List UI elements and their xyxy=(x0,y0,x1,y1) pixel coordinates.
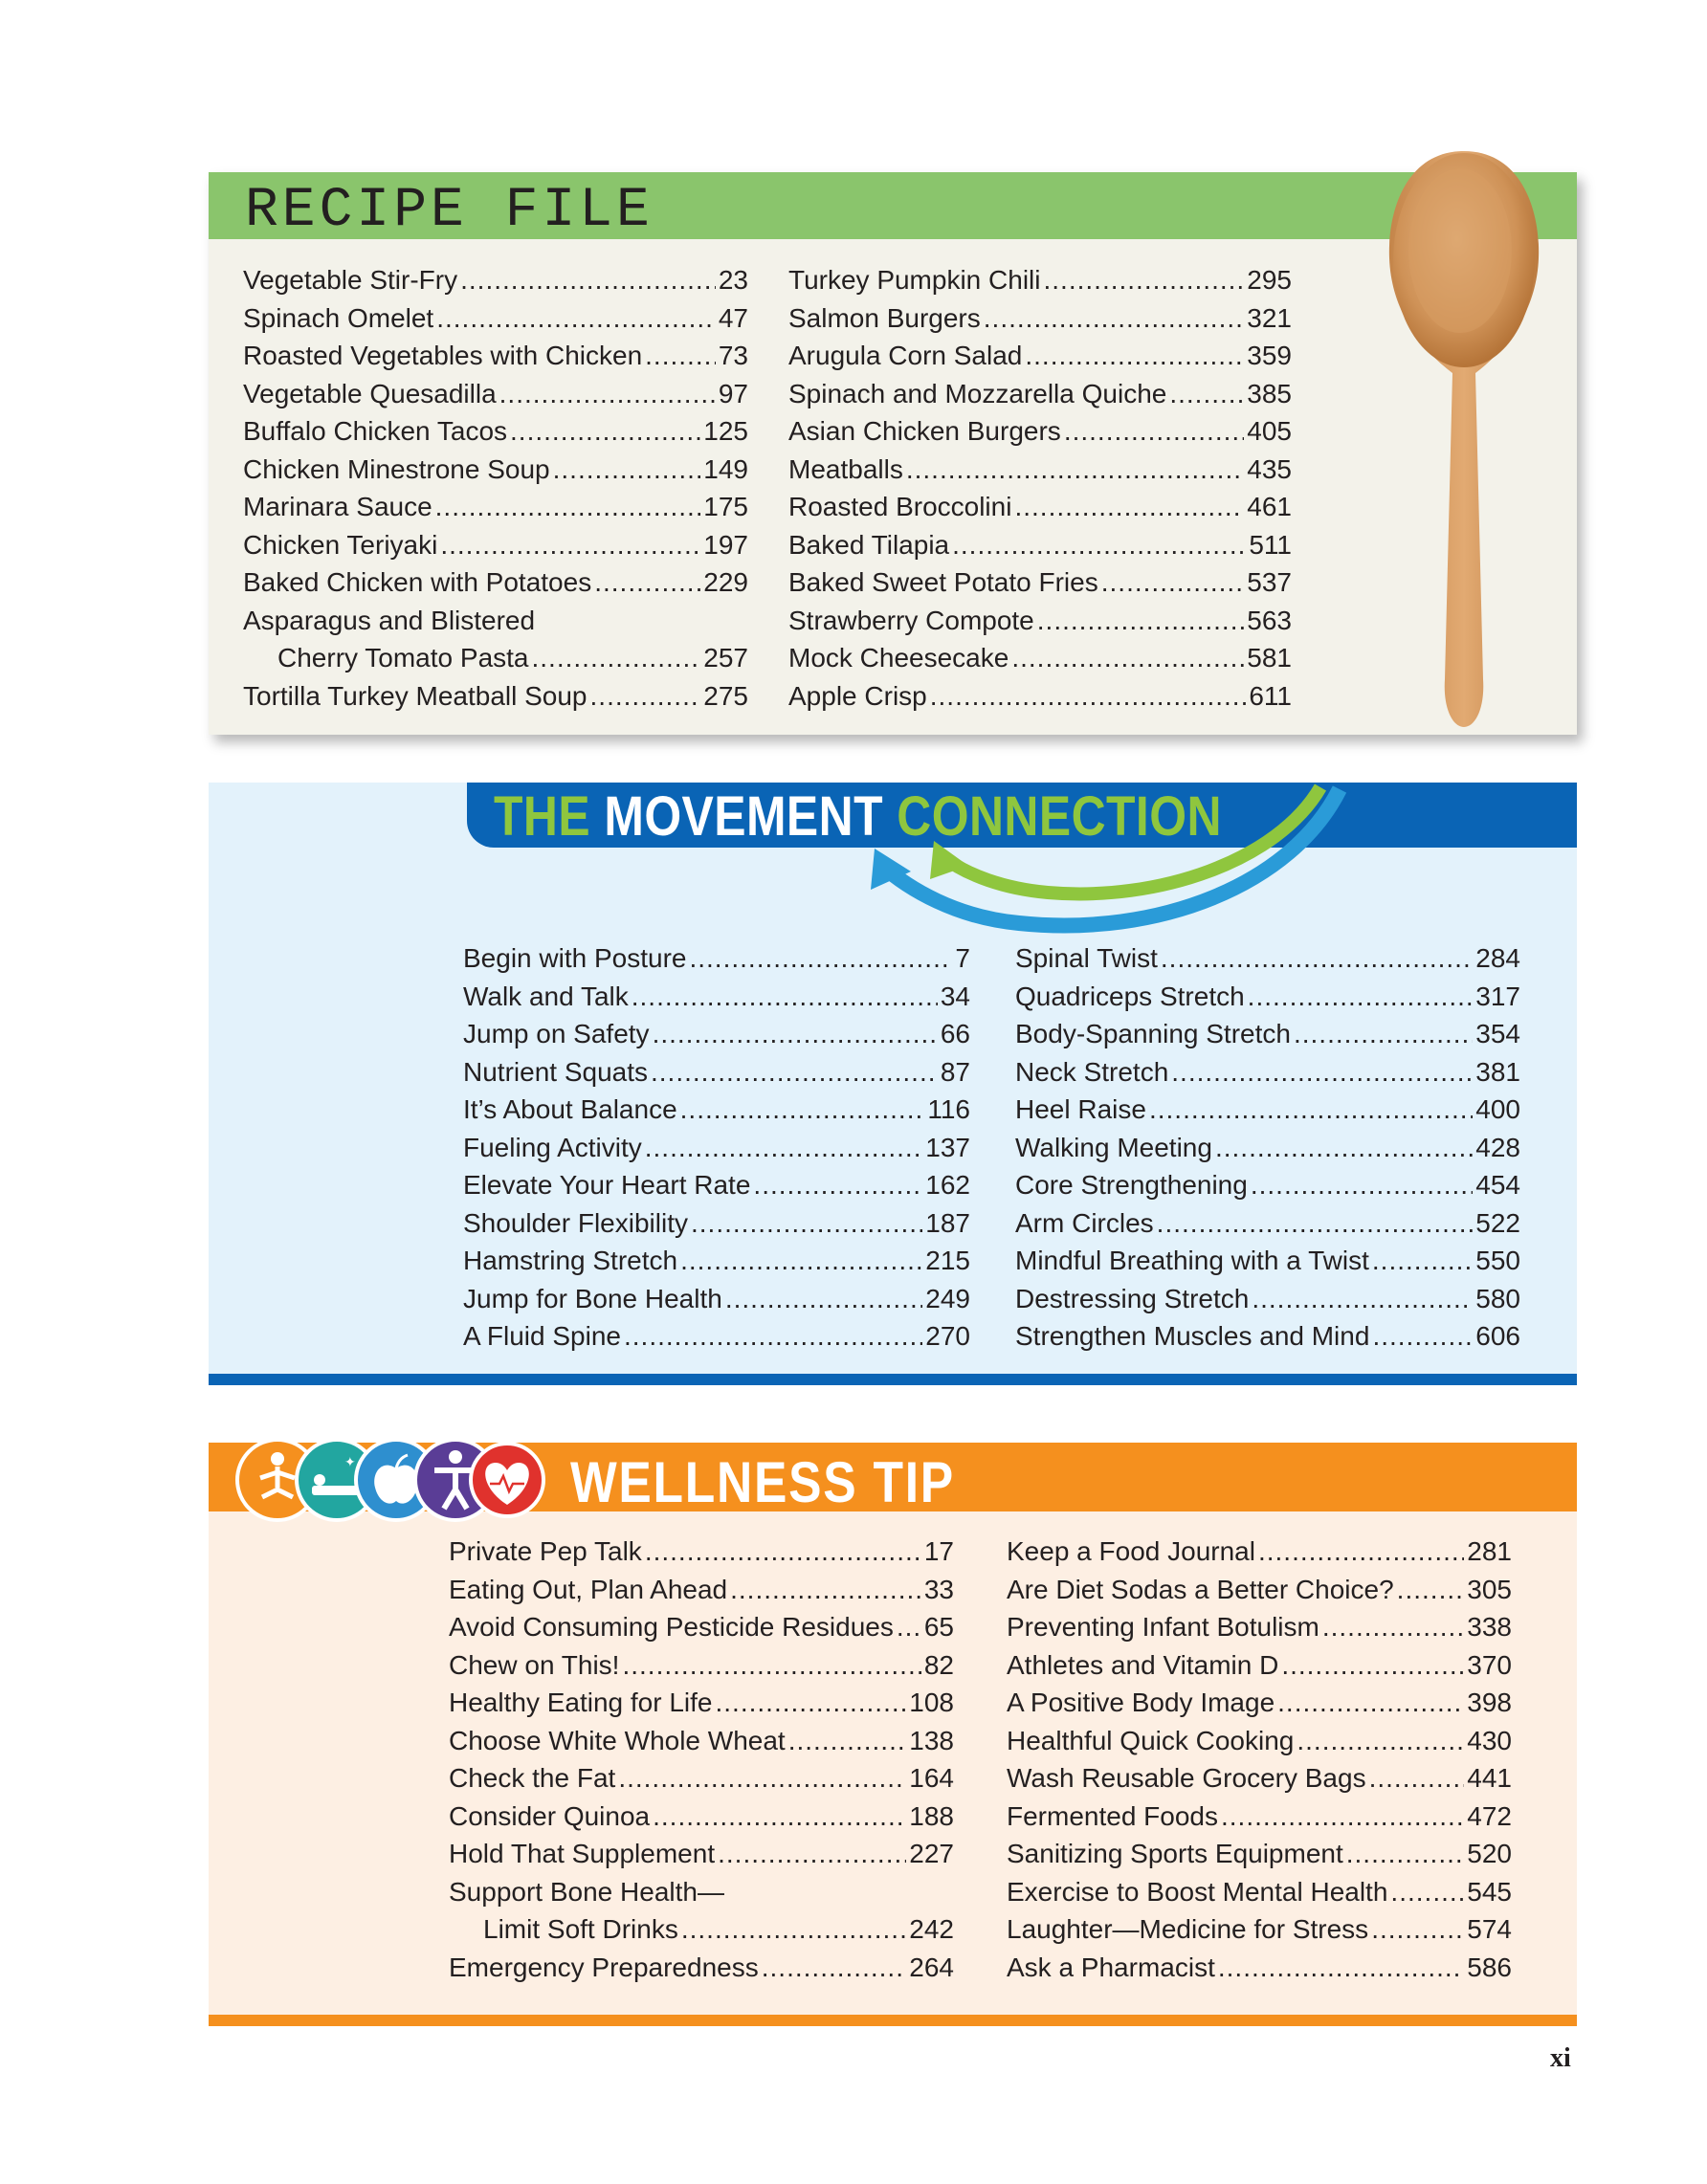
toc-entry-page: 305 xyxy=(1467,1574,1512,1604)
toc-entry xyxy=(243,526,748,564)
toc-entry xyxy=(1007,1571,1512,1609)
leader-dots xyxy=(1169,375,1244,413)
toc-entry-title: It’s About Balance xyxy=(463,1094,677,1124)
toc-entry-page: 137 xyxy=(925,1132,970,1162)
toc-entry-page: 275 xyxy=(703,680,748,711)
leader-dots xyxy=(1372,1242,1473,1280)
toc-entry xyxy=(1007,1722,1512,1760)
toc-entry-page: 606 xyxy=(1475,1321,1520,1351)
toc-entry-page: 563 xyxy=(1247,605,1292,635)
leader-dots xyxy=(645,1533,921,1571)
toc-entry-page: 227 xyxy=(909,1839,954,1868)
movement-connection-bottom-rule xyxy=(209,1374,1577,1385)
toc-entry-page: 295 xyxy=(1247,265,1292,295)
recipe-list-left xyxy=(243,261,748,715)
toc-entry xyxy=(449,1835,954,1873)
toc-entry-page: 370 xyxy=(1467,1649,1512,1680)
toc-entry-page: 33 xyxy=(923,1574,954,1604)
toc-entry-page: 611 xyxy=(1249,680,1292,711)
leader-dots xyxy=(622,1646,920,1685)
toc-entry-page: 23 xyxy=(718,265,748,295)
toc-entry-page: 125 xyxy=(703,416,748,446)
toc-entry xyxy=(788,261,1292,299)
toc-entry-title: Jump for Bone Health xyxy=(463,1283,722,1313)
leader-dots xyxy=(1215,1129,1473,1167)
leader-dots xyxy=(1025,337,1244,375)
toc-entry-page: 321 xyxy=(1247,302,1292,333)
toc-entry-title: Hamstring Stretch xyxy=(463,1246,678,1275)
leader-dots xyxy=(681,1910,906,1949)
toc-entry-title: Are Diet Sodas a Better Choice? xyxy=(1007,1574,1394,1604)
toc-entry xyxy=(449,1759,954,1798)
toc-entry-page: 87 xyxy=(940,1056,970,1087)
toc-entry-title: Shoulder Flexibility xyxy=(463,1207,688,1238)
toc-entry xyxy=(1007,1910,1512,1949)
leader-dots xyxy=(1161,939,1473,978)
leader-dots xyxy=(930,677,1247,716)
toc-entry-page: 34 xyxy=(940,981,970,1011)
toc-entry-title: Chew on This! xyxy=(449,1649,620,1680)
leader-dots xyxy=(1248,978,1474,1016)
toc-entry-title: Fueling Activity xyxy=(463,1132,642,1162)
toc-entry xyxy=(1007,1684,1512,1722)
leader-dots xyxy=(680,1091,925,1129)
toc-entry-title: Avoid Consuming Pesticide Residues xyxy=(449,1612,894,1642)
toc-entry-page: 284 xyxy=(1475,943,1520,973)
toc-entry xyxy=(463,1242,970,1280)
toc-entry-title-continued: Limit Soft Drinks xyxy=(483,1914,678,1944)
toc-entry xyxy=(788,639,1292,677)
toc-entry-title: Asian Chicken Burgers xyxy=(788,416,1061,446)
leader-dots xyxy=(553,451,701,489)
toc-entry-title: Keep a Food Journal xyxy=(1007,1536,1255,1566)
toc-entry xyxy=(1015,1317,1520,1356)
toc-entry-title: Elevate Your Heart Rate xyxy=(463,1170,751,1200)
toc-entry-page: 580 xyxy=(1475,1283,1520,1313)
toc-entry xyxy=(243,412,748,451)
leader-dots xyxy=(435,488,701,526)
toc-entry-page: 472 xyxy=(1467,1800,1512,1831)
toc-entry-title: Roasted Broccolini xyxy=(788,492,1012,521)
toc-entry xyxy=(243,375,748,413)
toc-entry xyxy=(449,1873,954,1949)
toc-entry-page: 264 xyxy=(909,1952,954,1982)
recipe-list-right xyxy=(788,261,1292,715)
toc-entry xyxy=(463,1166,970,1204)
toc-entry-title: Preventing Infant Botulism xyxy=(1007,1612,1319,1642)
toc-entry-title: Core Strengthening xyxy=(1015,1170,1248,1200)
toc-entry xyxy=(449,1798,954,1836)
toc-entry xyxy=(788,337,1292,375)
toc-entry xyxy=(1007,1949,1512,1987)
toc-entry-page: 73 xyxy=(718,341,748,370)
leader-dots xyxy=(499,375,716,413)
toc-entry-title: Spinach Omelet xyxy=(243,302,434,333)
toc-entry-page: 338 xyxy=(1467,1612,1512,1642)
leader-dots xyxy=(689,939,952,978)
toc-entry xyxy=(243,563,748,602)
toc-entry-page: 138 xyxy=(909,1725,954,1755)
toc-entry-page: 461 xyxy=(1247,492,1292,521)
title-word-connection: CONNECTION xyxy=(897,785,1222,848)
toc-entry-title: A Positive Body Image xyxy=(1007,1688,1275,1717)
toc-entry xyxy=(449,1684,954,1722)
leader-dots xyxy=(645,1129,923,1167)
wellness-tip-title: WELLNESS TIP xyxy=(570,1450,955,1514)
toc-entry-page: 428 xyxy=(1475,1132,1520,1162)
toc-entry-title: Wash Reusable Grocery Bags xyxy=(1007,1763,1366,1793)
toc-entry xyxy=(1007,1759,1512,1798)
toc-entry-title: Private Pep Talk xyxy=(449,1536,642,1566)
toc-entry-page: 359 xyxy=(1247,341,1292,370)
leader-dots xyxy=(1294,1015,1473,1053)
leader-dots xyxy=(653,1798,906,1836)
toc-entry-title: Meatballs xyxy=(788,453,903,484)
leader-dots xyxy=(1252,1280,1473,1318)
toc-entry xyxy=(243,451,748,489)
leader-dots xyxy=(510,412,700,451)
leader-dots xyxy=(725,1280,922,1318)
leader-dots xyxy=(762,1949,907,1987)
movement-list-right xyxy=(1015,939,1520,1356)
toc-entry-page: 47 xyxy=(718,302,748,333)
toc-entry-page: 398 xyxy=(1467,1688,1512,1717)
toc-entry xyxy=(1015,1015,1520,1053)
leader-dots xyxy=(1064,412,1244,451)
toc-entry-title: Strawberry Compote xyxy=(788,605,1034,635)
toc-entry xyxy=(1007,1835,1512,1873)
toc-entry xyxy=(463,1091,970,1129)
toc-entry xyxy=(1015,1091,1520,1129)
leader-dots xyxy=(594,563,700,602)
toc-entry xyxy=(1015,1129,1520,1167)
toc-entry xyxy=(1015,939,1520,978)
leader-dots xyxy=(897,1608,921,1646)
leader-dots xyxy=(1277,1684,1464,1722)
toc-entry-title: Jump on Safety xyxy=(463,1019,650,1048)
toc-entry xyxy=(463,978,970,1016)
toc-entry-title: Eating Out, Plan Ahead xyxy=(449,1574,728,1604)
leader-dots xyxy=(460,261,716,299)
toc-entry-page: 581 xyxy=(1247,643,1292,673)
toc-entry-title: Consider Quinoa xyxy=(449,1800,651,1831)
svg-text:✦: ✦ xyxy=(344,1455,356,1470)
wellness-list-right xyxy=(1007,1533,1512,1986)
leader-dots xyxy=(753,1166,922,1204)
toc-entry xyxy=(1007,1798,1512,1836)
toc-entry xyxy=(1007,1873,1512,1911)
leader-dots xyxy=(952,526,1246,564)
toc-entry-page: 249 xyxy=(925,1283,970,1313)
page-number: xi xyxy=(1550,2043,1571,2073)
toc-entry xyxy=(463,939,970,978)
toc-entry-page: 405 xyxy=(1247,416,1292,446)
toc-entry-page: 197 xyxy=(703,529,748,560)
leader-dots xyxy=(984,299,1245,338)
toc-entry xyxy=(449,1571,954,1609)
leader-dots xyxy=(1251,1166,1473,1204)
leader-dots xyxy=(1157,1204,1474,1243)
toc-entry-title: Chicken Minestrone Soup xyxy=(243,453,550,484)
leader-dots xyxy=(788,1722,907,1760)
toc-entry-page: 116 xyxy=(927,1094,970,1124)
toc-entry xyxy=(463,1053,970,1092)
leader-dots xyxy=(1221,1798,1464,1836)
toc-entry-page: 586 xyxy=(1467,1952,1512,1982)
leader-dots xyxy=(653,1015,938,1053)
toc-entry-page: 317 xyxy=(1475,981,1520,1011)
leader-dots xyxy=(1390,1873,1464,1911)
toc-entry-title: Check the Fat xyxy=(449,1763,616,1793)
toc-entry-title: Quadriceps Stretch xyxy=(1015,981,1245,1011)
toc-entry-page: 454 xyxy=(1475,1170,1520,1200)
toc-entry-title: Nutrient Squats xyxy=(463,1056,648,1087)
leader-dots xyxy=(1101,563,1245,602)
leader-dots xyxy=(651,1053,938,1092)
toc-entry-page: 149 xyxy=(703,453,748,484)
toc-entry-page: 545 xyxy=(1467,1876,1512,1907)
toc-entry-page: 229 xyxy=(703,567,748,597)
toc-entry-title: A Fluid Spine xyxy=(463,1321,621,1351)
toc-entry-title: Baked Chicken with Potatoes xyxy=(243,567,592,597)
toc-entry-title: Fermented Foods xyxy=(1007,1800,1218,1831)
leader-dots xyxy=(716,1684,907,1722)
leader-dots xyxy=(624,1317,922,1356)
leader-dots xyxy=(1281,1646,1464,1685)
leader-dots xyxy=(1371,1910,1464,1949)
toc-entry xyxy=(788,451,1292,489)
toc-entry xyxy=(243,602,748,677)
wellness-tip-bottom-rule xyxy=(209,2015,1577,2026)
toc-entry-title: Hold That Supplement xyxy=(449,1839,716,1868)
leader-dots xyxy=(1171,1053,1473,1092)
toc-entry-page: 215 xyxy=(925,1246,970,1275)
leader-dots xyxy=(1297,1722,1464,1760)
toc-entry-page: 381 xyxy=(1475,1056,1520,1087)
toc-entry xyxy=(788,299,1292,338)
toc-entry-page: 270 xyxy=(925,1321,970,1351)
toc-entry xyxy=(243,677,748,716)
leader-dots xyxy=(1149,1091,1473,1129)
leader-dots xyxy=(436,299,716,338)
title-word-movement: MOVEMENT xyxy=(604,785,883,848)
leader-dots xyxy=(632,978,938,1016)
toc-entry-title: Turkey Pumpkin Chili xyxy=(788,265,1041,295)
toc-entry xyxy=(463,1129,970,1167)
toc-entry xyxy=(788,526,1292,564)
leader-dots xyxy=(1372,1317,1473,1356)
toc-entry xyxy=(449,1608,954,1646)
toc-entry-page: 164 xyxy=(909,1763,954,1793)
toc-entry-title: Choose White Whole Wheat xyxy=(449,1725,786,1755)
toc-entry-page: 17 xyxy=(923,1536,954,1566)
toc-entry-page: 281 xyxy=(1467,1536,1512,1566)
toc-entry xyxy=(788,375,1292,413)
toc-entry xyxy=(243,488,748,526)
toc-entry-page: 66 xyxy=(940,1019,970,1048)
toc-entry-title: Mindful Breathing with a Twist xyxy=(1015,1246,1369,1275)
toc-entry-title: Baked Tilapia xyxy=(788,529,950,560)
toc-entry-title: Walk and Talk xyxy=(463,981,629,1011)
toc-entry xyxy=(243,337,748,375)
toc-entry-title: Body-Spanning Stretch xyxy=(1015,1019,1291,1048)
toc-entry xyxy=(463,1015,970,1053)
toc-entry-page: 242 xyxy=(909,1914,954,1944)
toc-entry-page: 108 xyxy=(909,1688,954,1717)
toc-entry-page: 162 xyxy=(925,1170,970,1200)
wellness-list-left xyxy=(449,1533,954,1986)
toc-entry xyxy=(1015,1053,1520,1092)
toc-entry-title: Vegetable Stir-Fry xyxy=(243,265,458,295)
leader-dots xyxy=(590,677,701,716)
toc-entry-page: 400 xyxy=(1475,1094,1520,1124)
toc-entry xyxy=(1007,1646,1512,1685)
toc-entry xyxy=(449,1646,954,1685)
toc-entry-page: 97 xyxy=(718,378,748,408)
toc-entry-page: 65 xyxy=(923,1612,954,1642)
leader-dots xyxy=(1014,488,1244,526)
toc-entry-page: 188 xyxy=(909,1800,954,1831)
leader-dots xyxy=(1218,1949,1464,1987)
wooden-spoon-icon xyxy=(1368,143,1560,737)
toc-entry xyxy=(788,563,1292,602)
leader-dots xyxy=(1369,1759,1465,1798)
leader-dots xyxy=(906,451,1244,489)
toc-entry xyxy=(243,261,748,299)
toc-entry-title: Heel Raise xyxy=(1015,1094,1146,1124)
toc-entry-page: 537 xyxy=(1247,567,1292,597)
toc-entry-page: 175 xyxy=(703,492,748,521)
toc-entry-page: 7 xyxy=(955,943,970,973)
toc-entry xyxy=(463,1280,970,1318)
toc-entry-title: Healthy Eating for Life xyxy=(449,1688,713,1717)
toc-entry-title: Exercise to Boost Mental Health xyxy=(1007,1876,1388,1907)
toc-entry-title: Support Bone Health— xyxy=(449,1876,724,1907)
toc-entry-page: 257 xyxy=(703,643,748,673)
toc-entry-page: 435 xyxy=(1247,453,1292,484)
toc-entry-page: 82 xyxy=(923,1649,954,1680)
title-word-the: THE xyxy=(494,785,591,848)
leader-dots xyxy=(1011,639,1244,677)
toc-entry-title-continued: Cherry Tomato Pasta xyxy=(277,643,529,673)
toc-entry xyxy=(1007,1533,1512,1571)
toc-entry-page: 354 xyxy=(1475,1019,1520,1048)
leader-dots xyxy=(532,639,701,677)
leader-dots xyxy=(1322,1608,1464,1646)
toc-entry-title: Asparagus and Blistered xyxy=(243,605,536,635)
toc-entry-title: Arm Circles xyxy=(1015,1207,1154,1238)
toc-entry-title: Ask a Pharmacist xyxy=(1007,1952,1215,1982)
toc-entry xyxy=(1007,1608,1512,1646)
toc-entry-title: Chicken Teriyaki xyxy=(243,529,438,560)
circular-arrows-icon xyxy=(842,780,1378,942)
toc-entry-title: Marinara Sauce xyxy=(243,492,432,521)
wellness-icons-row xyxy=(230,1428,545,1524)
toc-entry xyxy=(788,412,1292,451)
toc-entry xyxy=(243,299,748,338)
toc-entry-page: 385 xyxy=(1247,378,1292,408)
toc-entry xyxy=(1015,978,1520,1016)
toc-entry-title: Spinal Twist xyxy=(1015,943,1158,973)
leader-dots xyxy=(691,1204,922,1243)
leader-dots xyxy=(718,1835,906,1873)
leader-dots xyxy=(645,337,716,375)
toc-entry-title: Apple Crisp xyxy=(788,680,927,711)
toc-entry xyxy=(463,1204,970,1243)
leader-dots xyxy=(1258,1533,1464,1571)
toc-entry xyxy=(449,1949,954,1987)
toc-entry xyxy=(1015,1280,1520,1318)
toc-entry-page: 511 xyxy=(1249,529,1292,560)
heart-icon xyxy=(471,1444,543,1516)
toc-entry-title: Athletes and Vitamin D xyxy=(1007,1649,1279,1680)
leader-dots xyxy=(730,1571,921,1609)
leader-dots xyxy=(440,526,700,564)
movement-list-left xyxy=(463,939,970,1356)
toc-entry xyxy=(1015,1242,1520,1280)
leader-dots xyxy=(618,1759,906,1798)
toc-entry-title: Emergency Preparedness xyxy=(449,1952,759,1982)
toc-entry-title: Begin with Posture xyxy=(463,943,687,973)
toc-entry-page: 522 xyxy=(1475,1207,1520,1238)
toc-entry-page: 441 xyxy=(1467,1763,1512,1793)
leader-dots xyxy=(1043,261,1244,299)
toc-entry-title: Laughter—Medicine for Stress xyxy=(1007,1914,1369,1944)
toc-entry-page: 550 xyxy=(1475,1246,1520,1275)
toc-entry-title: Vegetable Quesadilla xyxy=(243,378,497,408)
leader-dots xyxy=(1397,1571,1465,1609)
toc-entry-page: 187 xyxy=(925,1207,970,1238)
toc-entry xyxy=(1015,1166,1520,1204)
leader-dots xyxy=(680,1242,922,1280)
toc-entry xyxy=(463,1317,970,1356)
toc-entry xyxy=(788,488,1292,526)
toc-entry-title: Neck Stretch xyxy=(1015,1056,1169,1087)
toc-entry-page: 520 xyxy=(1467,1839,1512,1868)
toc-entry xyxy=(449,1533,954,1571)
toc-entry-title: Mock Cheesecake xyxy=(788,643,1009,673)
leader-dots xyxy=(1346,1835,1465,1873)
toc-entry xyxy=(788,602,1292,640)
toc-entry xyxy=(788,677,1292,716)
toc-entry-title: Salmon Burgers xyxy=(788,302,981,333)
toc-entry-page: 574 xyxy=(1467,1914,1512,1944)
toc-entry-title: Baked Sweet Potato Fries xyxy=(788,567,1098,597)
toc-entry-title: Spinach and Mozzarella Quiche xyxy=(788,378,1167,408)
leader-dots xyxy=(1037,602,1245,640)
toc-entry-title: Destressing Stretch xyxy=(1015,1283,1250,1313)
toc-entry-title: Tortilla Turkey Meatball Soup xyxy=(243,680,587,711)
toc-entry-title: Buffalo Chicken Tacos xyxy=(243,416,508,446)
toc-entry-title: Sanitizing Sports Equipment xyxy=(1007,1839,1343,1868)
toc-entry-title: Walking Meeting xyxy=(1015,1132,1212,1162)
toc-entry xyxy=(1015,1204,1520,1243)
toc-entry-title: Healthful Quick Cooking xyxy=(1007,1725,1295,1755)
toc-entry xyxy=(449,1722,954,1760)
toc-entry-title: Arugula Corn Salad xyxy=(788,341,1023,370)
toc-entry-title: Roasted Vegetables with Chicken xyxy=(243,341,643,370)
toc-entry-page: 430 xyxy=(1467,1725,1512,1755)
recipe-file-title: RECIPE FILE xyxy=(245,180,654,242)
toc-entry-title: Strengthen Muscles and Mind xyxy=(1015,1321,1370,1351)
